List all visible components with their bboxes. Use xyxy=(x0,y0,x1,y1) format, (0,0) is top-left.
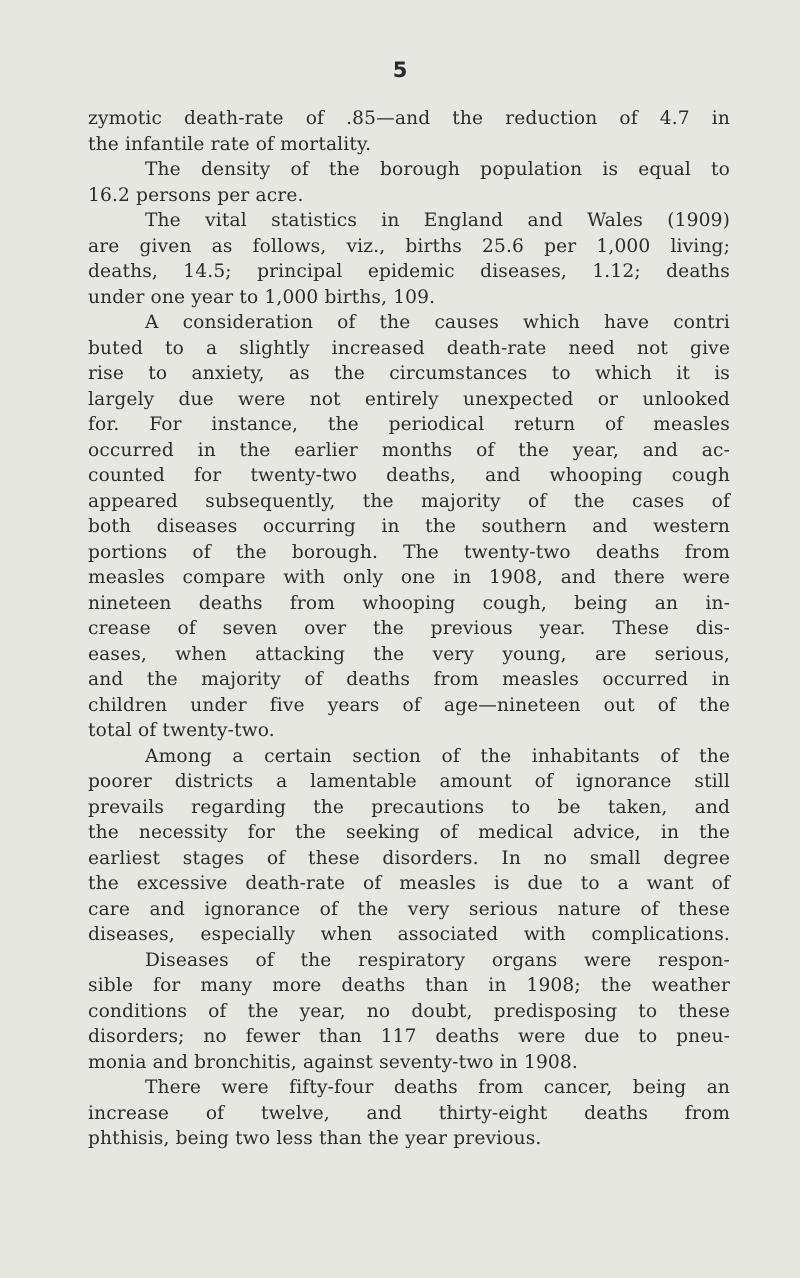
text-line: disorders; no fewer than 117 deaths were due to pneu- xyxy=(88,1026,730,1047)
text-line: There were fifty-four deaths from cancer, being an xyxy=(145,1077,730,1098)
text-line: deaths, 14.5; principal epidemic diseases, 1.12; deaths xyxy=(88,261,730,282)
text-line: appeared subsequently, the majority of the cases of xyxy=(88,490,730,512)
text-line: the excessive death-rate of measles is due to a want of xyxy=(88,873,730,894)
text-line: the necessity for the seeking of medical advice, in the xyxy=(88,822,730,843)
text-line: conditions of the year, no doubt, predisposing to these xyxy=(88,1000,730,1022)
text-line: sible for many more deaths than in 1908; the weather xyxy=(88,975,730,996)
text-line: under one year to 1,000 births, 109. xyxy=(88,286,436,308)
text-line: Among a certain section of the inhabitants of the xyxy=(145,745,730,767)
text-line: phthisis, being two less than the year previous. xyxy=(88,1128,542,1149)
text-line: and the majority of deaths from measles occurred in xyxy=(88,669,730,690)
text-line: care and ignorance of the very serious nature of these xyxy=(88,898,730,920)
text-line: earliest stages of these disorders. In no small degree xyxy=(88,847,730,869)
text-line: crease of seven over the previous year. These dis- xyxy=(88,618,730,639)
text-line: for. For instance, the periodical return of measles xyxy=(88,414,730,435)
text-line: The density of the borough population is equal to xyxy=(145,159,730,180)
text-line: zymotic death-rate of .85—and the reduction of 4.7 in xyxy=(88,108,730,129)
text-line: largely due were not entirely unexpected or unlooked xyxy=(88,388,730,410)
text-line: buted to a slightly increased death-rate need not give xyxy=(88,337,730,359)
text-line: children under five years of age—nineteen out of the xyxy=(88,694,730,716)
text-line: The vital statistics in England and Wales (1909) xyxy=(145,210,730,231)
page-number: 5 xyxy=(392,58,408,82)
text-line: measles compare with only one in 1908, and there were xyxy=(88,567,730,588)
text-line: Diseases of the respiratory organs were respon- xyxy=(145,949,730,971)
text-line: prevails regarding the precautions to be taken, and xyxy=(88,796,730,818)
text-line: are given as follows, viz., births 25.6 per 1,000 living; xyxy=(88,235,730,257)
text-line: both diseases occurring in the southern and western xyxy=(88,516,730,537)
body-text xyxy=(88,106,730,1152)
text-line: A consideration of the causes which have contri xyxy=(145,312,730,333)
text-line: eases, when attacking the very young, are serious, xyxy=(88,643,730,665)
text-line: occurred in the earlier months of the year, and ac- xyxy=(88,439,730,461)
text-line: rise to anxiety, as the circumstances to which it is xyxy=(88,363,730,384)
text-line: monia and bronchitis, against seventy-two in 1908. xyxy=(88,1051,578,1073)
text-line: portions of the borough. The twenty-two deaths from xyxy=(88,541,730,563)
text-line: increase of twelve, and thirty-eight deaths from xyxy=(88,1102,730,1124)
text-line: the infantile rate of mortality. xyxy=(88,133,372,155)
text-line: counted for twenty-two deaths, and whooping cough xyxy=(88,465,730,486)
text-line: total of twenty-two. xyxy=(88,720,275,741)
text-line: diseases, especially when associated with complications. xyxy=(88,924,730,945)
text-line: poorer districts a lamentable amount of ignorance still xyxy=(88,771,730,792)
text-line: 16.2 persons per acre. xyxy=(88,184,304,206)
text-line: nineteen deaths from whooping cough, being an in- xyxy=(88,592,730,614)
